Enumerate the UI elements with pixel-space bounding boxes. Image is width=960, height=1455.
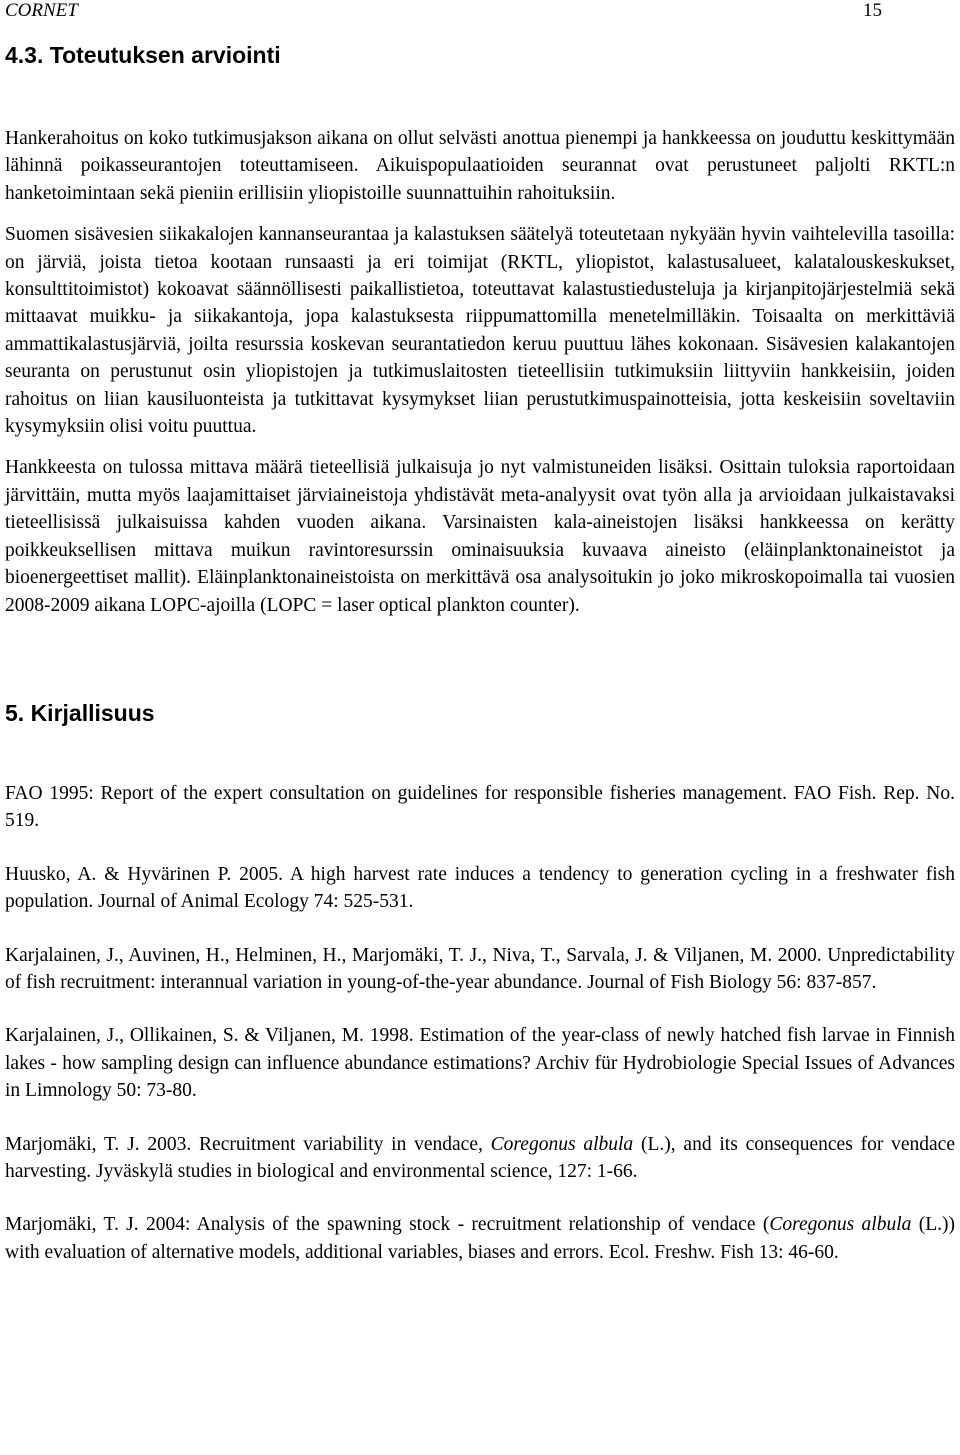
section-4-3-heading: 4.3. Toteutuksen arviointi xyxy=(5,42,281,68)
section-5-heading: 5. Kirjallisuus xyxy=(5,699,155,726)
paragraph-publications: Hankkeesta on tulossa mittava määrä tieteellisiä julkaisuja jo nyt valmistuneiden lisäksi. Osittain tuloksia raportoidaan järvittäin, mutta myös laajamittaiset järviaineistoja yhdistävät meta-analyysit ovat työn alla ja arvioidaan julkaistavaksi tieteellisissä julkaisuissa kahden vuoden aikana. Varsinaisten kala-aineistojen lisäksi hankkeessa on kerätty poikkeuksellisen mittava muikun ravintoresurssin ominaisuuksia kuvaava aineisto (eläinplanktonaineistot ja bioenergeettiset mallit). Eläinplanktonaineistoista on merkittävä osa analysoitukin jo joko mikroskopoimalla tai vuosien 2008-2009 aikana LOPC-ajoilla (LOPC = laser optical plankton counter). xyxy=(5,457,955,616)
species-name: Coregonus albula xyxy=(769,1214,912,1236)
reference-text: (L.), and its consequences for vendace harvesting. Jyväskylä studies in biological and environmental science, 127: 1-66. xyxy=(5,1133,955,1182)
header-doc-name: CORNET xyxy=(5,0,78,21)
paragraph-monitoring: Suomen sisävesien siikakalojen kannanseurantaa ja kalastuksen säätelyä toteutetaan nykyään hyvin vaihtelevilla tasoilla: on järviä, joista tietoa kootaan runsaasti ja eri toimijat (RKTL, yliopistot, kalastusalueet, kalatalouskeskukset, konsulttitoimistot) kokoavat säännöllisesti paikallistietoa, toteuttavat kalastustiedusteluja ja kirjanpitojärjestelmiä sekä mittaavat muikku- ja siikakantoja, jopa kalastuksesta riippumattomilla menetelmilläkin. Toisaalta on merkittäviä ammattikalastusjärviä, joilta resurssia koskevan seurantatiedon keruu puuttuu lähes kokonaan. Sisävesien kalakantojen seuranta on perustunut osin yliopistojen ja tutkimuslaitosten tieteellisiin tutkimuksiin liittyviin hankkeisiin, joiden rahoitus on liian kausiluonteista ja tutkittavat kysymykset liian perustutkimuspainotteisia, jotta keskeisiin soveltaviin kysymyksiin olisi voitu puuttua. xyxy=(5,224,955,438)
reference-item: Karjalainen, J., Ollikainen, S. & Viljanen, M. 1998. Estimation of the year-class of newly hatched fish larvae in Finnish lakes - how sampling design can influence abundance estimations? Archiv für Hydrobiologie Special Issues of Advances in Limnology 50: 73-80. xyxy=(5,1025,955,1102)
header-page-number: 15 xyxy=(863,0,882,21)
reference-text: (L.)) with evaluation of alternative models, additional variables, biases and errors. Ecol. Freshw. Fish 13: 46-60. xyxy=(5,1214,955,1263)
document-page xyxy=(5,0,955,1292)
running-header xyxy=(5,0,955,28)
reference-list xyxy=(5,780,955,1266)
reference-item: FAO 1995: Report of the expert consultation on guidelines for responsible fisheries management. FAO Fish. Rep. No. 519. xyxy=(5,782,955,832)
reference-item xyxy=(5,1131,955,1186)
reference-text: Marjomäki, T. J. 2004: Analysis of the spawning stock - recruitment relationship of vendace ( xyxy=(5,1214,770,1236)
reference-item: Karjalainen, J., Auvinen, H., Helminen, H., Marjomäki, T. J., Niva, T., Sarvala, J. & Viljanen, M. 2000. Unpredictability of fish recruitment: interannual variation in young-of-the-year abundance. Journal of Fish Biology 56: 837-857. xyxy=(5,944,955,993)
reference-text: Marjomäki, T. J. 2003. Recruitment variability in vendace, xyxy=(5,1133,491,1155)
paragraph-funding: Hankerahoitus on koko tutkimusjakson aikana on ollut selvästi anottua pienempi ja hankkeessa on jouduttu keskittymään lähinnä poikasseurantojen toteuttamiseen. Aikuispopulaatioiden seurannat ovat perustuneet paljolti RKTL:n hanketoimintaan sekä pieniin erillisiin yliopistoille suunnattuihin rahoituksiin. xyxy=(5,128,955,204)
reference-item: Huusko, A. & Hyvärinen P. 2005. A high harvest rate induces a tendency to generation cycling in a freshwater fish population. Journal of Animal Ecology 74: 525-531. xyxy=(5,863,955,913)
species-name: Coregonus albula xyxy=(490,1133,634,1155)
reference-item xyxy=(5,1211,955,1266)
